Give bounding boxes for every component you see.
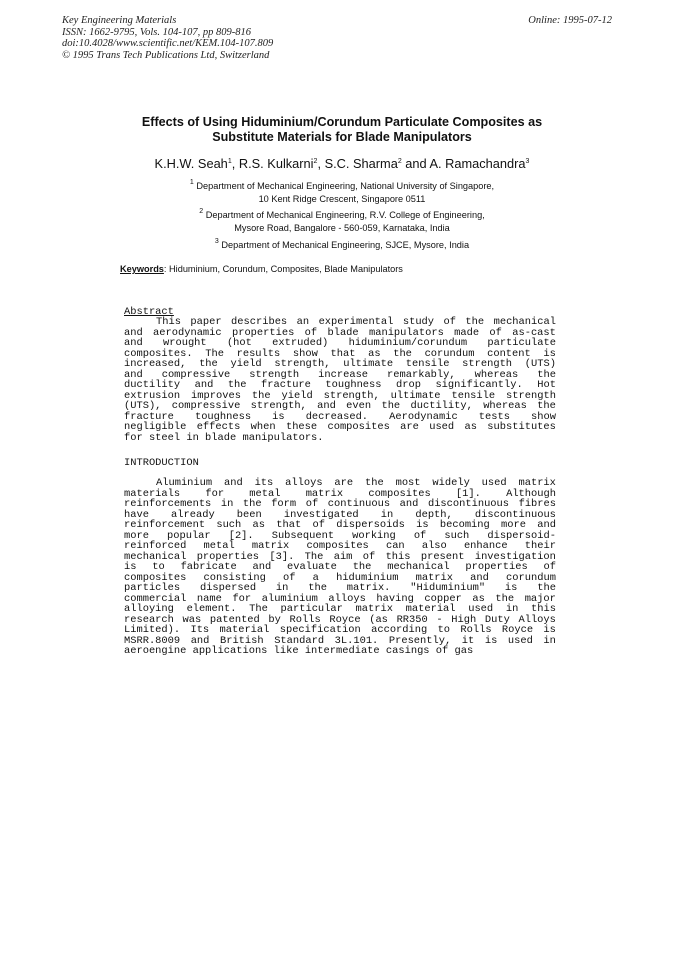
affiliation-2 (110, 209, 574, 234)
introduction-body (124, 478, 556, 657)
text-line: ductility and the fracture toughness drop significantly. Hot (124, 379, 556, 391)
text-line: commercial name for aluminium alloys having copper as the major (124, 592, 556, 605)
text-line: for steel in blade manipulators. (124, 431, 324, 444)
affiliation-1 (110, 180, 574, 205)
text-line: (UTS), compressive strength, and even the ductility, whereas the (124, 400, 556, 412)
introduction-heading: INTRODUCTION (124, 457, 199, 469)
text-line: increased, the yield strength, ultimate tensile strength (UTS) (124, 358, 556, 370)
text-line: materials for metal matrix composites [1]. Although (124, 487, 556, 500)
text-line: more popular [2]. Subsequent working of such dispersoid- (124, 529, 556, 542)
text-line: is to fabricate and evaluate the mechanical properties of (124, 561, 556, 573)
abstract-heading: Abstract (124, 306, 174, 318)
journal-name: Key Engineering Materials (62, 15, 177, 26)
affiliation-line: Department of Mechanical Engineering, SJCE, Mysore, India (221, 240, 470, 250)
author-name: K.H.W. Seah (154, 156, 228, 171)
keywords-label: Keywords (120, 264, 164, 274)
affiliation-line: 10 Kent Ridge Crescent, Singapore 0511 (258, 193, 426, 204)
text-line: fracture toughness is decreased. Aerodynamic tests show (124, 410, 556, 423)
title-line: Effects of Using Hiduminium/Corundum Particulate Composites as (141, 115, 543, 129)
author-separator: , (231, 156, 239, 171)
text-line: aeroengine applications like intermediate casings of gas (124, 645, 474, 657)
abstract-body (124, 317, 556, 443)
text-line: composites consisting of a hiduminium matrix and corundum (124, 571, 556, 584)
affiliation-line: Department of Mechanical Engineering, R.V. College of Engineering, (205, 210, 485, 220)
text-line: alloying element. The particular matrix material used in this (124, 603, 556, 615)
text-line: Aluminium and its alloys are the most widely used matrix (156, 477, 556, 489)
journal-header (62, 15, 273, 61)
text-line: and wrought (hot extruded) hiduminium/corundum particulate (124, 337, 556, 349)
affiliation-mark: 1 (189, 179, 194, 186)
text-line: MSRR.8009 and British Standard 3L.101. Presently, it is used in (124, 634, 556, 647)
author-name: A. Ramachandra (429, 156, 526, 171)
paper-title (120, 115, 564, 145)
text-line: Limited). Its material specification according to Rolls Royce is (124, 624, 556, 636)
author-separator: , (317, 156, 325, 171)
text-line: and aerodynamic properties of blade manipulators made of as-cast (124, 326, 556, 339)
online-date: Online: 1995-07-12 (528, 15, 612, 26)
affiliation-line: Department of Mechanical Engineering, National University of Singapore, (196, 181, 495, 191)
copyright-line: © 1995 Trans Tech Publications Ltd, Switzerland (62, 49, 270, 61)
text-line: extrusion improves the yield strength, ultimate tensile strength (124, 389, 556, 402)
author-separator: and (401, 156, 430, 171)
affiliation-line: Mysore Road, Bangalore - 560-059, Karnataka, India (234, 222, 450, 233)
text-line: research was patented by Rolls Royce (as RR350 - High Duty Alloys (124, 613, 556, 626)
author-name: S.C. Sharma (324, 156, 398, 171)
affiliation-3 (110, 239, 574, 252)
text-line: reinforcement such as that of dispersoids is becoming more and (124, 519, 556, 531)
title-line: Substitute Materials for Blade Manipulators (212, 130, 472, 144)
keywords: Keywords: Hiduminium, Corundum, Composites, Blade Manipulators (120, 264, 403, 274)
text-line: reinforced metal matrix composites can also enhance their (124, 540, 556, 552)
text-line: This paper describes an experimental study of the mechanical (156, 316, 556, 328)
text-line: have already been investigated in depth, discontinuous (124, 508, 556, 521)
text-line: composites. The results show that as the corundum content is (124, 347, 556, 360)
author-list (100, 156, 584, 171)
author-affiliation-mark: 2 (313, 158, 318, 165)
author-affiliation-mark: 3 (525, 158, 530, 165)
author-name: R.S. Kulkarni (238, 156, 314, 171)
keywords-text: Hiduminium, Corundum, Composites, Blade Manipulators (169, 264, 403, 274)
doi-line: doi:10.4028/www.scientific.net/KEM.104-107.809 (62, 38, 274, 50)
affiliation-mark: 2 (199, 208, 204, 215)
issn-line: ISSN: 1662-9795, Vols. 104-107, pp 809-816 (62, 26, 251, 38)
text-line: particles dispersed in the matrix. "Hiduminium" is the (124, 582, 556, 594)
author-affiliation-mark: 2 (397, 158, 402, 165)
affiliation-mark: 3 (214, 238, 219, 245)
text-line: and compressive strength increase remarkably, whereas the (124, 368, 556, 381)
text-line: reinforcements in the form of continuous and discontinuous fibres (124, 498, 556, 510)
text-line: mechanical properties [3]. The aim of this present investigation (124, 550, 556, 563)
author-affiliation-mark: 1 (227, 158, 232, 165)
text-line: negligible effects when these composites are used as substitutes (124, 421, 556, 433)
